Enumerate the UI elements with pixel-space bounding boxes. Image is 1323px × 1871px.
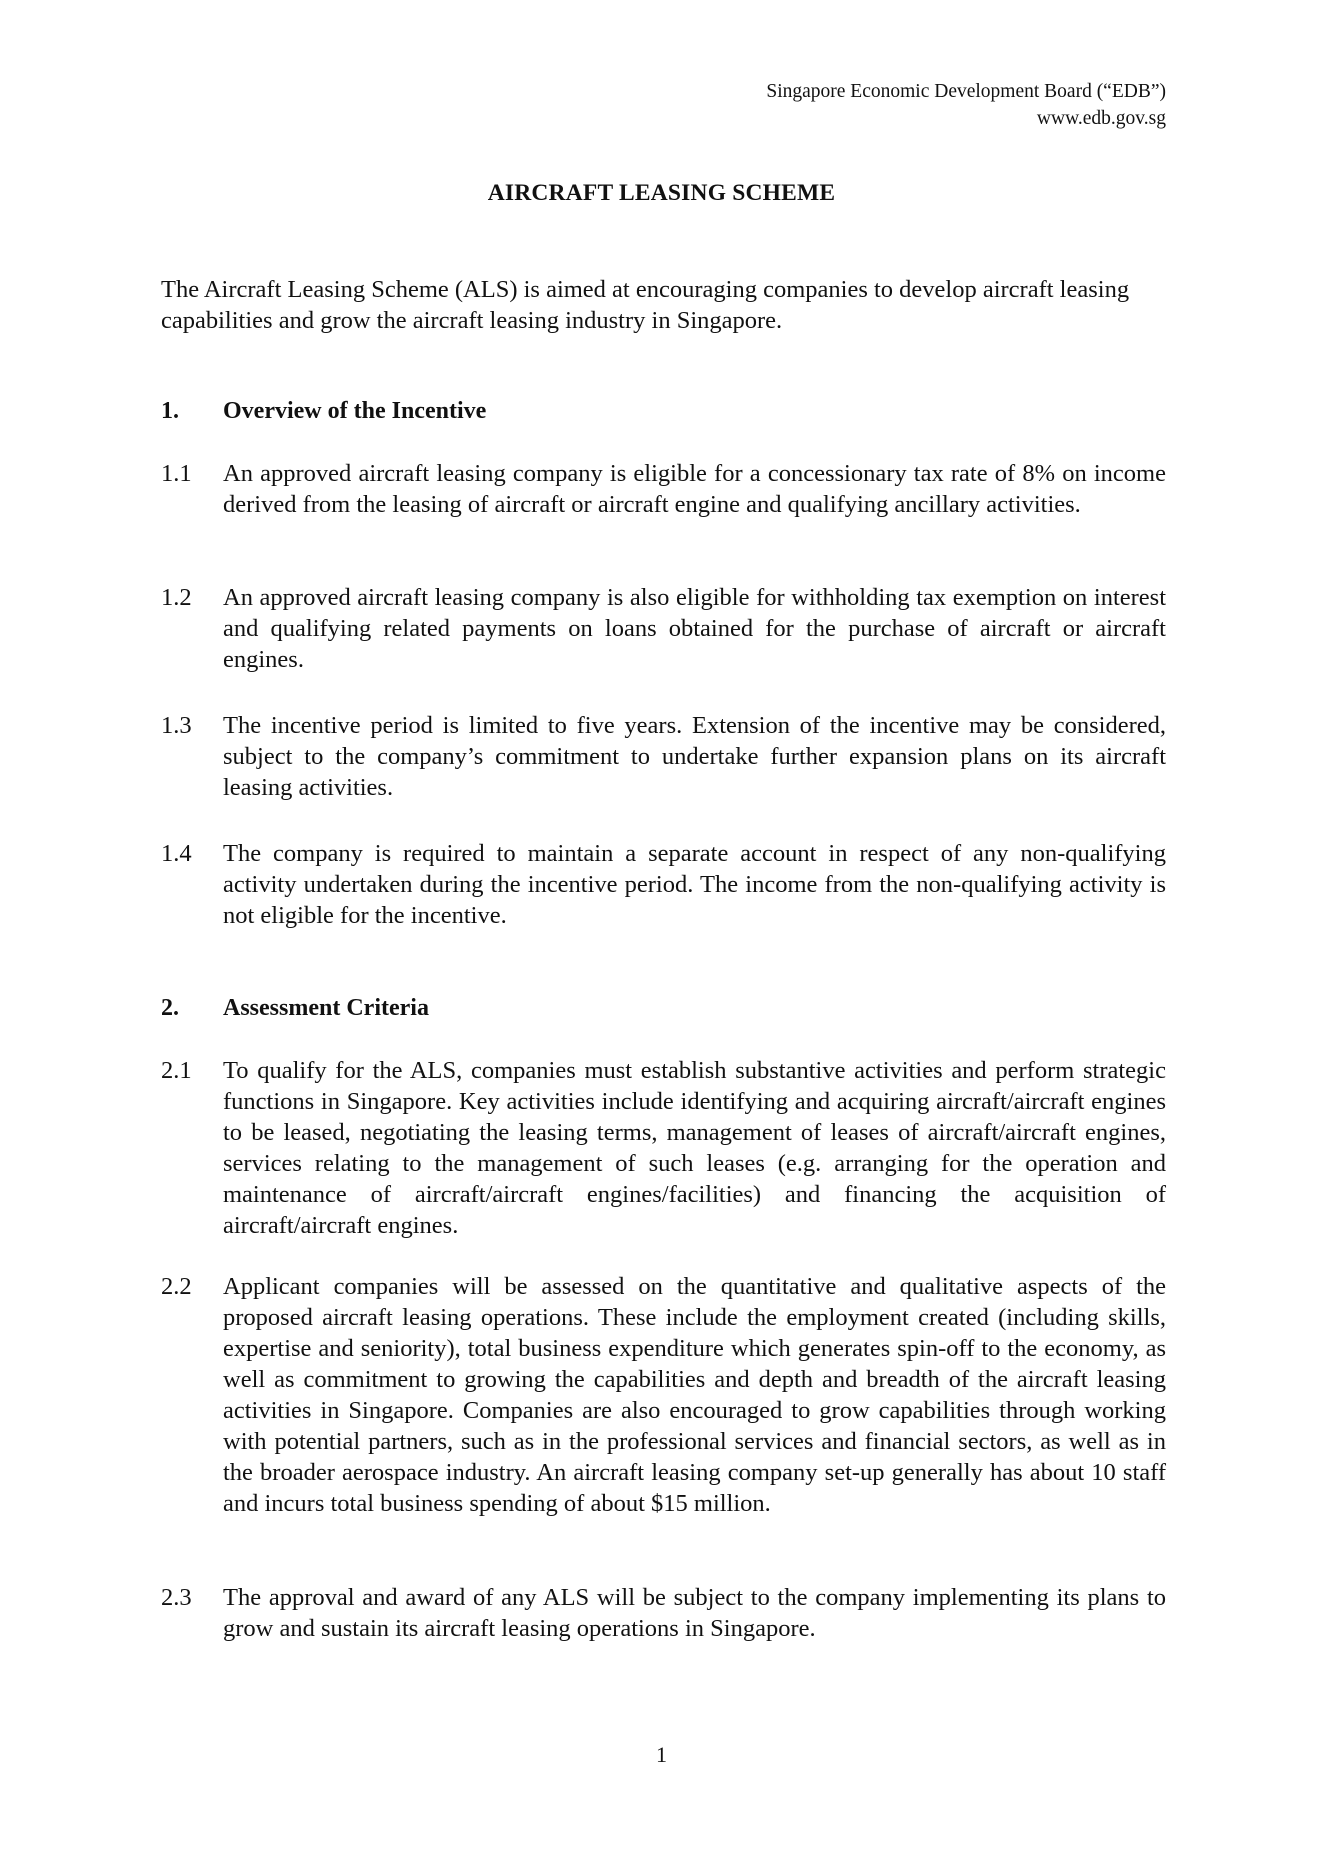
paragraph-number: 1.2 bbox=[161, 584, 192, 611]
paragraph-number: 1.3 bbox=[161, 712, 192, 739]
paragraph-number: 2.2 bbox=[161, 1273, 192, 1300]
document-title: AIRCRAFT LEASING SCHEME bbox=[487, 180, 836, 206]
section-title: Assessment Criteria bbox=[223, 995, 429, 1021]
numbered-paragraph bbox=[161, 1582, 1166, 1644]
paragraph-text: The approval and award of any ALS will be subject to the company implementing its plans to grow and sustain its aircraft leasing operations in Singapore. bbox=[223, 1584, 1166, 1642]
paragraph-text: To qualify for the ALS, companies must establish substantive activities and perform strategic functions in Singapore. Key activities include identifying and acquiring aircraft/aircraft engines to be leased, negotiating the leasing terms, management of leases of aircraft/aircraft engines, services relating to the management of such leases (e.g. arranging for the operation and maintenance of aircraft/aircraft engines/facilities) and financing the acquisition of aircraft/aircraft engines. bbox=[223, 1057, 1166, 1239]
paragraph-text: The company is required to maintain a separate account in respect of any non-qualifying activity undertaken during the incentive period. The income from the non-qualifying activity is not eligible for the incentive. bbox=[223, 840, 1166, 929]
paragraph-number: 2.3 bbox=[161, 1584, 192, 1611]
header-url: www.edb.gov.sg bbox=[1036, 108, 1166, 129]
section-heading bbox=[161, 396, 486, 427]
section-heading bbox=[161, 993, 429, 1024]
paragraph-number: 2.1 bbox=[161, 1057, 192, 1084]
numbered-paragraph bbox=[161, 458, 1166, 520]
intro-paragraph: The Aircraft Leasing Scheme (ALS) is aimed at encouraging companies to develop aircraft leasing capabilities and grow the aircraft leasing industry in Singapore. bbox=[161, 276, 1130, 334]
numbered-paragraph bbox=[161, 838, 1166, 931]
page-header bbox=[766, 78, 1166, 132]
numbered-paragraph bbox=[161, 582, 1166, 675]
section-title: Overview of the Incentive bbox=[223, 398, 487, 424]
numbered-paragraph bbox=[161, 1055, 1166, 1241]
page-number: 1 bbox=[656, 1742, 667, 1767]
paragraph-text: The incentive period is limited to five years. Extension of the incentive may be considered, subject to the company’s commitment to undertake further expansion plans on its aircraft leasing activities. bbox=[223, 712, 1166, 801]
numbered-paragraph bbox=[161, 710, 1166, 803]
section-number: 2. bbox=[161, 995, 179, 1021]
paragraph-text: An approved aircraft leasing company is eligible for a concessionary tax rate of 8% on income derived from the leasing of aircraft or aircraft engine and qualifying ancillary activities. bbox=[223, 460, 1166, 518]
paragraph-text: Applicant companies will be assessed on the quantitative and qualitative aspects of the proposed aircraft leasing operations. These include the employment created (including skills, expertise and seniority), total business expenditure which generates spin-off to the economy, as well as commitment to growing the capabilities and depth and breadth of the aircraft leasing activities in Singapore. Companies are also encouraged to grow capabilities through working with potential partners, such as in the professional services and financial sectors, as well as in the broader aerospace industry. An aircraft leasing company set-up generally has about 10 staff and incurs total business spending of about $15 million. bbox=[223, 1273, 1166, 1517]
paragraph-text: An approved aircraft leasing company is also eligible for withholding tax exemption on interest and qualifying related payments on loans obtained for the purchase of aircraft or aircraft engines. bbox=[223, 584, 1166, 673]
section-number: 1. bbox=[161, 398, 179, 424]
paragraph-number: 1.1 bbox=[161, 460, 192, 487]
paragraph-number: 1.4 bbox=[161, 840, 192, 867]
numbered-paragraph bbox=[161, 1271, 1166, 1519]
header-organization: Singapore Economic Development Board (“EDB”) bbox=[766, 81, 1166, 102]
